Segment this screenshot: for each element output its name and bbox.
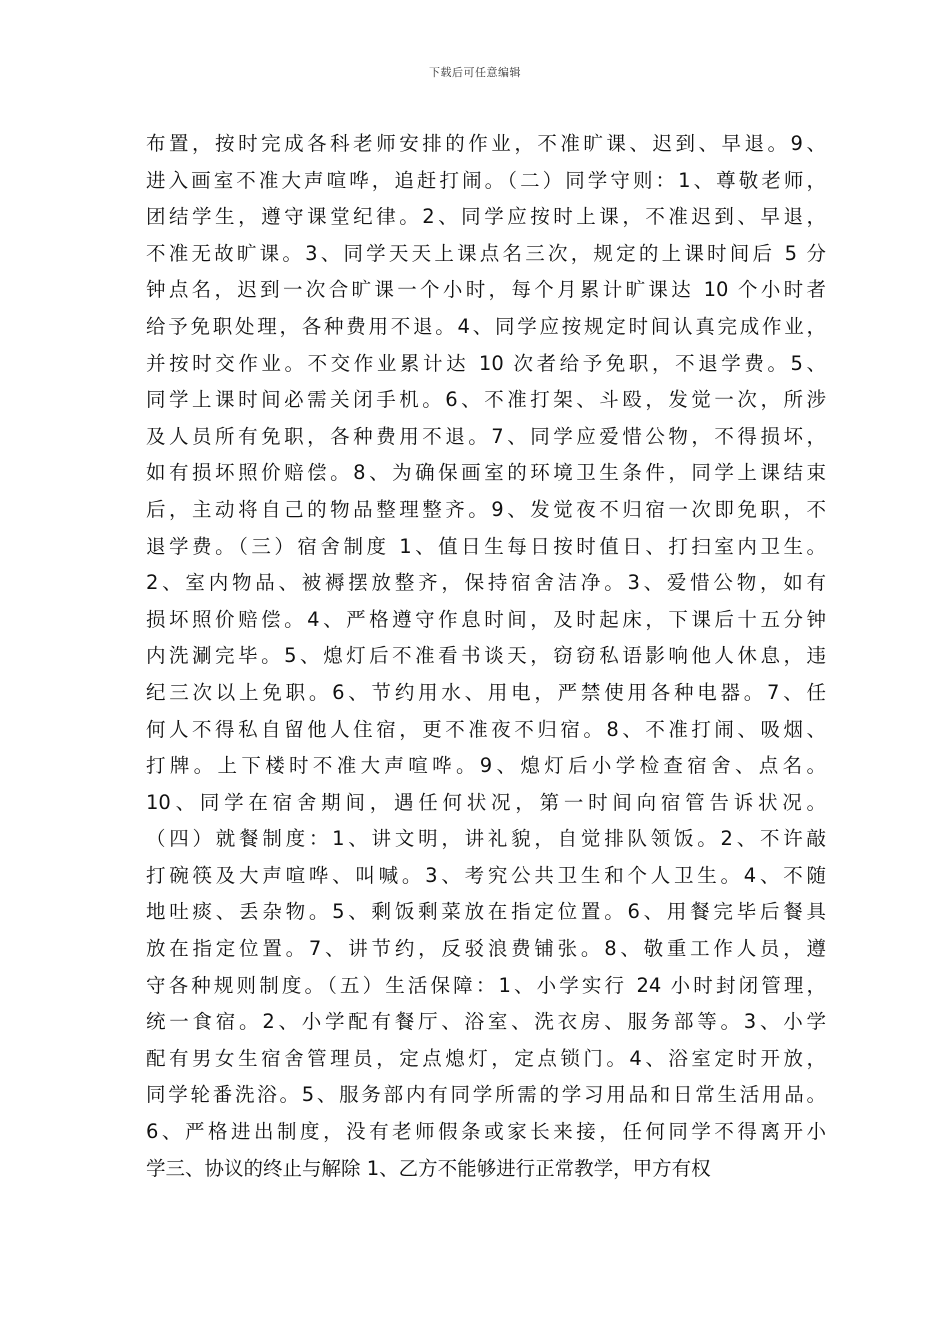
body-line: 打牌。上下楼时不准大声喧哗。9、熄灯后小学检查宿舍、点名。: [146, 754, 826, 778]
body-line: 进入画室不准大声喧哗，追赶打闹。（二）同学守则：1、尊敬老师，: [146, 168, 826, 192]
body-line: （四）就餐制度：1、讲文明，讲礼貌，自觉排队领饭。2、不许敲: [146, 827, 826, 851]
body-line: 给予免职处理，各种费用不退。4、同学应按规定时间认真完成作业，: [146, 314, 826, 338]
body-line: 2、室内物品、被褥摆放整齐，保持宿舍洁净。3、爱惜公物，如有: [146, 571, 826, 595]
page-header: 下载后可任意编辑: [429, 66, 521, 79]
body-line: 团结学生，遵守课堂纪律。2、同学应按时上课，不准迟到、早退，: [146, 205, 826, 229]
document-body: [146, 126, 826, 1187]
body-line: 统一食宿。2、小学配有餐厅、浴室、洗衣房、服务部等。3、小学: [146, 1010, 826, 1034]
body-line: 不准无故旷课。3、同学天天上课点名三次，规定的上课时间后 5 分: [146, 241, 826, 265]
body-line: 并按时交作业。不交作业累计达 10 次者给予免职，不退学费。5、: [146, 351, 826, 375]
body-line: 放在指定位置。7、讲节约，反驳浪费铺张。8、敬重工作人员，遵: [146, 937, 826, 961]
body-line: 学三、协议的终止与解除 1、乙方不能够进行正常教学，甲方有权: [146, 1156, 711, 1180]
body-line: 10、同学在宿舍期间，遇任何状况，第一时间向宿管告诉状况。: [146, 790, 826, 814]
body-line: 损坏照价赔偿。4、严格遵守作息时间，及时起床，下课后十五分钟: [146, 607, 826, 631]
body-line: 钟点名，迟到一次合旷课一个小时，每个月累计旷课达 10 个小时者: [146, 278, 826, 302]
body-line: 同学轮番洗浴。5、服务部内有同学所需的学习用品和日常生活用品。: [146, 1083, 826, 1107]
body-line: 退学费。（三）宿舍制度 1、值日生每日按时值日、打扫室内卫生。: [146, 534, 826, 558]
body-line: 同学上课时间必需关闭手机。6、不准打架、斗殴，发觉一次，所涉: [146, 388, 826, 412]
body-line: 布置，按时完成各科老师安排的作业，不准旷课、迟到、早退。9、: [146, 132, 826, 155]
body-line: 及人员所有免职，各种费用不退。7、同学应爱惜公物，不得损坏，: [146, 424, 826, 448]
body-line: 如有损坏照价赔偿。8、为确保画室的环境卫生条件，同学上课结束: [146, 461, 826, 485]
body-line: 6、严格进出制度，没有老师假条或家长来接，任何同学不得离开小: [146, 1120, 826, 1144]
body-line: 内洗涮完毕。5、熄灯后不准看书谈天，窃窃私语影响他人休息，违: [146, 644, 826, 668]
body-line: 打碗筷及大声喧哗、叫喊。3、考究公共卫生和个人卫生。4、不随: [146, 863, 826, 887]
body-line: 后，主动将自己的物品整理整齐。9、发觉夜不归宿一次即免职，不: [146, 497, 826, 521]
body-line: 何人不得私自留他人住宿，更不准夜不归宿。8、不准打闹、吸烟、: [146, 717, 826, 741]
body-line: 地吐痰、丢杂物。5、剩饭剩菜放在指定位置。6、用餐完毕后餐具: [146, 900, 826, 924]
body-line: 纪三次以上免职。6、节约用水、用电，严禁使用各种电器。7、任: [146, 680, 826, 704]
body-line: 守各种规则制度。（五）生活保障：1、小学实行 24 小时封闭管理，: [146, 973, 826, 997]
body-line: 配有男女生宿舍管理员，定点熄灯，定点锁门。4、浴室定时开放，: [146, 1046, 826, 1070]
